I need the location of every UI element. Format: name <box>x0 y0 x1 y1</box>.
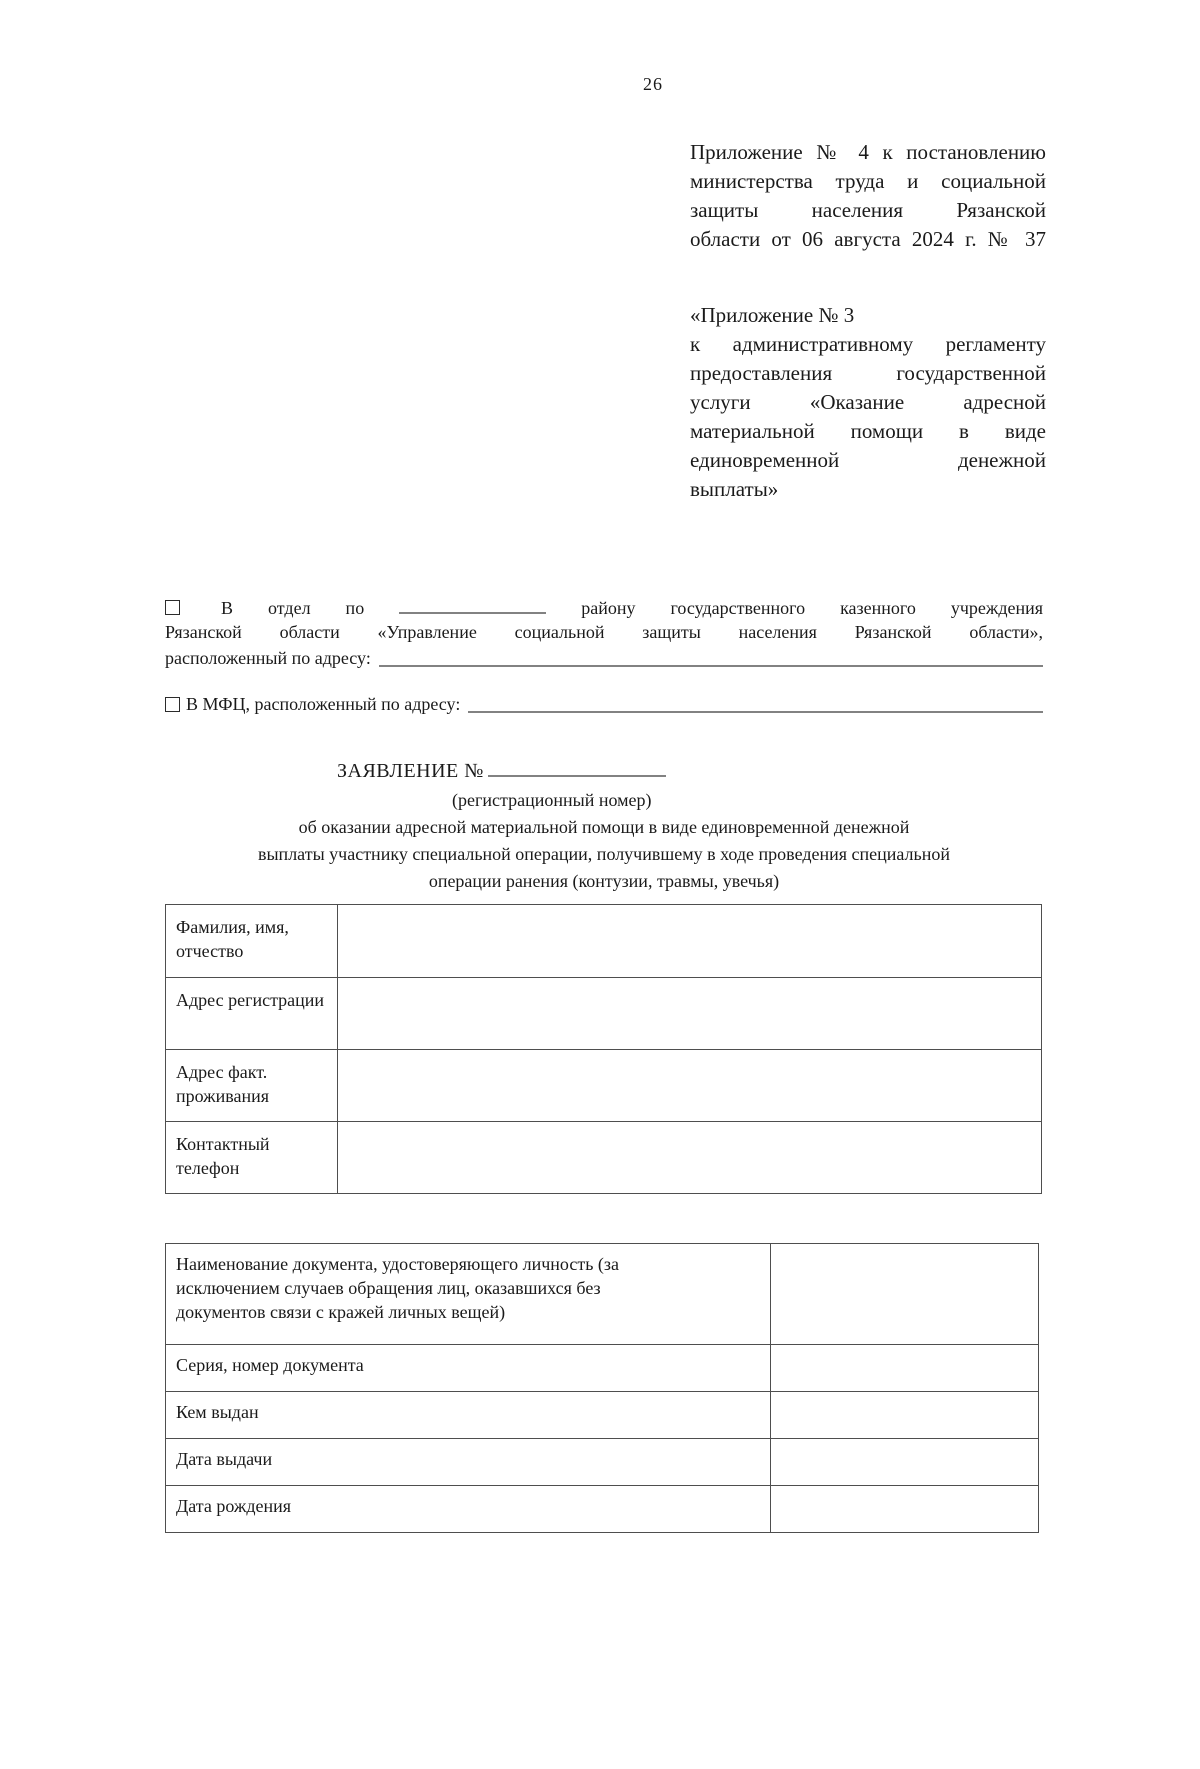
row-label-birth-date: Дата рождения <box>166 1486 771 1532</box>
birth-date-field[interactable] <box>771 1486 1038 1532</box>
table-row <box>166 1438 1038 1485</box>
row-label-actual-address: Адрес факт. проживания <box>166 1050 338 1121</box>
application-title-line <box>165 760 1043 786</box>
row-label-registration-address: Адрес регистрации <box>166 978 338 1049</box>
row-label-series-number: Серия, номер документа <box>166 1345 771 1391</box>
contact-phone-field[interactable] <box>338 1122 1041 1193</box>
subtitle-line: выплаты участнику специальной операции, получившему в ходе проведения специальной <box>257 844 951 864</box>
issued-by-field[interactable] <box>771 1392 1038 1438</box>
row-label-document-name <box>166 1244 771 1344</box>
document-name-field[interactable] <box>771 1244 1038 1344</box>
subtitle-line: об оказании адресной материальной помощи в виде единовременной денежной <box>298 817 910 837</box>
table-row <box>166 1244 1038 1344</box>
mfc-address-blank-field[interactable] <box>468 711 1043 713</box>
checkbox-icon[interactable] <box>165 600 180 615</box>
actual-address-field[interactable] <box>338 1050 1041 1121</box>
appendix-line: министерства труда и социальной <box>690 169 1046 193</box>
page-number: 26 <box>643 74 663 94</box>
row-label-full-name: Фамилия, имя, отчество <box>166 905 338 977</box>
issue-date-field[interactable] <box>771 1439 1038 1485</box>
recipient-option-mfc <box>165 690 1043 716</box>
identity-document-table <box>165 1243 1039 1533</box>
otdel-text-before-blank: В отдел по <box>221 598 365 618</box>
recipient-option-otdel <box>165 596 1043 670</box>
document-name-label-text: Наименование документа, удостоверяющего личность (за исключением случаев обращения лиц, оказавшихся без документов связи с кражей личных вещей) <box>176 1254 620 1322</box>
registration-address-field[interactable] <box>338 978 1041 1049</box>
regulation-line: предоставления государственной <box>690 361 1046 385</box>
subtitle-line: операции ранения (контузии, травмы, увечья) <box>428 871 780 891</box>
appendix-line: защиты населения Рязанской <box>690 198 1046 222</box>
application-subtitle <box>165 814 1043 895</box>
row-label-issue-date: Дата выдачи <box>166 1439 771 1485</box>
table-row <box>166 1121 1041 1193</box>
regulation-reference-block <box>690 301 1046 504</box>
application-title: ЗАЯВЛЕНИЕ № <box>337 760 484 782</box>
otdel-line-2: Рязанской области «Управление социальной защиты населения Рязанской области», <box>165 622 1043 642</box>
otdel-line-3 <box>165 644 1043 670</box>
otdel-address-label: расположенный по адресу: <box>165 648 371 668</box>
table-row <box>166 977 1041 1049</box>
table-row <box>166 905 1041 977</box>
regulation-line: единовременной денежной <box>690 448 1046 472</box>
personal-info-table <box>165 904 1042 1194</box>
series-number-field[interactable] <box>771 1345 1038 1391</box>
table-row <box>166 1344 1038 1391</box>
appendix-line: области от 06 августа 2024 г. № 37 <box>690 227 1046 251</box>
district-blank-field[interactable] <box>399 598 546 614</box>
table-row <box>166 1049 1041 1121</box>
checkbox-icon[interactable] <box>165 697 180 712</box>
regulation-line: «Приложение № 3 <box>690 303 855 327</box>
document-page <box>165 72 1046 1533</box>
regulation-line: материальной помощи в виде <box>690 419 1046 443</box>
otdel-text-after-blank: району государственного казенного учреждения <box>581 598 1044 618</box>
table-row <box>166 1485 1038 1532</box>
mfc-label: В МФЦ, расположенный по адресу: <box>186 694 461 714</box>
registration-number-blank-field[interactable] <box>488 761 666 777</box>
row-label-issued-by: Кем выдан <box>166 1392 771 1438</box>
table-row <box>166 1391 1038 1438</box>
appendix-line: Приложение № 4 к постановлению <box>690 140 1046 164</box>
row-label-contact-phone: Контактный телефон <box>166 1122 338 1193</box>
registration-number-caption: (регистрационный номер) <box>452 790 652 810</box>
full-name-field[interactable] <box>338 905 1041 977</box>
appendix-reference-block <box>690 138 1046 254</box>
otdel-address-blank-field[interactable] <box>379 665 1043 667</box>
regulation-line: выплаты» <box>690 477 779 501</box>
regulation-line: услуги «Оказание адресной <box>690 390 1046 414</box>
regulation-line: к административному регламенту <box>690 332 1046 356</box>
otdel-line-1 <box>165 596 1043 620</box>
